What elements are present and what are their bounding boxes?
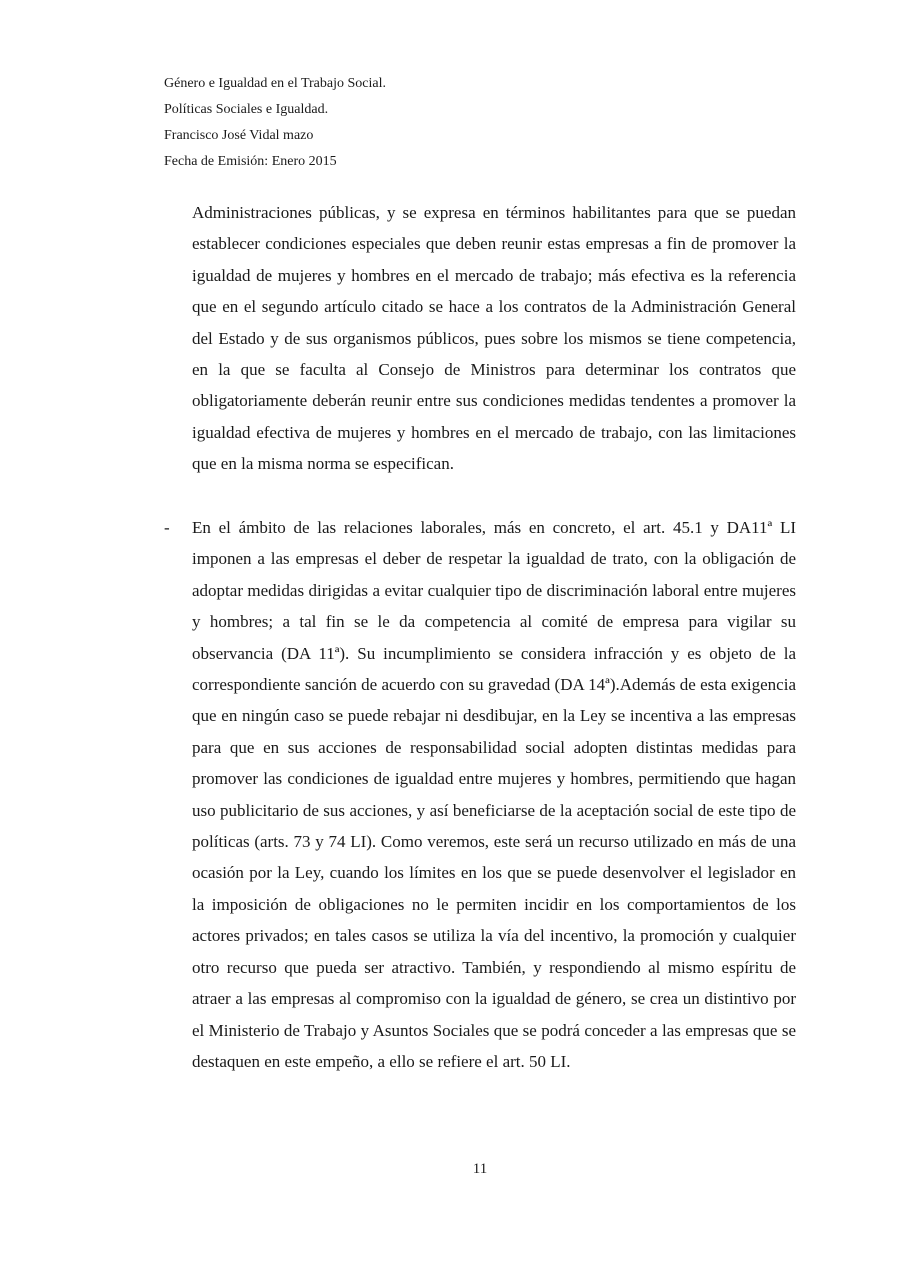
header-date: Fecha de Emisión: Enero 2015 (164, 154, 337, 169)
paragraph-continuation: Administraciones públicas, y se expresa en términos habilitantes para que se puedan establecer condiciones especiales que deben reunir estas empresas a fin de promover la igualdad de mujeres y hombres en el mercado de trabajo; más efectiva es la referencia que en el segundo artículo citado se hace a los contratos de la Administración General del Estado y de sus organismos públicos, pues sobre los mismos se tiene competencia, en la que se faculta al Consejo de Ministros para determinar los contratos que obligatoriamente deberán reunir entre sus condiciones medidas tendentes a promover la igualdad efectiva de mujeres y hombres en el mercado de trabajo, con las limitaciones que en la misma norma se especifican. (192, 203, 796, 474)
page-number: 11 (472, 1161, 488, 1177)
document-header (164, 71, 804, 175)
bullet-paragraph: En el ámbito de las relaciones laborales, más en concreto, el art. 45.1 y DA11ª LI imponen a las empresas el deber de respetar la igualdad de trato, con la obligación de adoptar medidas dirigidas a evitar cualquier tipo de discriminación laboral entre mujeres y hombres; a tal fin se le da competencia al comité de empresa para vigilar su observancia (DA 11ª). Su incumplimiento se considera infracción y es objeto de la correspondiente sanción de acuerdo con su gravedad (DA 14ª).Además de esta exigencia que en ningún caso se puede rebajar ni desdibujar, en la Ley se incentiva a las empresas para que en sus acciones de responsabilidad social adopten distintas medidas para promover las condiciones de igualdad entre mujeres y hombres, permitiendo que hagan uso publicitario de sus acciones, y así beneficiarse de la aceptación social de este tipo de políticas (arts. 73 y 74 LI). Como veremos, este será un recurso utilizado en más de una ocasión por la Ley, cuando los límites en los que se puede desenvolver el legislador en la imposición de obligaciones no le permiten incidir en los comportamientos de los actores privados; en tales casos se utiliza la vía del incentivo, la promoción y cualquier otro recurso que pueda ser atractivo. También, y respondiendo al mismo espíritu de atraer a las empresas al compromiso con la igualdad de género, se crea un distintivo por el Ministerio de Trabajo y Asuntos Sociales que se podrá conceder a las empresas que se destaquen en este empeño, a ello se refiere el art. 50 LI. (192, 518, 796, 1071)
bullet-marker: - (164, 518, 170, 537)
header-title: Género e Igualdad en el Trabajo Social. (164, 76, 386, 91)
header-author: Francisco José Vidal mazo (164, 128, 314, 143)
header-subtitle: Políticas Sociales e Igualdad. (164, 102, 329, 117)
